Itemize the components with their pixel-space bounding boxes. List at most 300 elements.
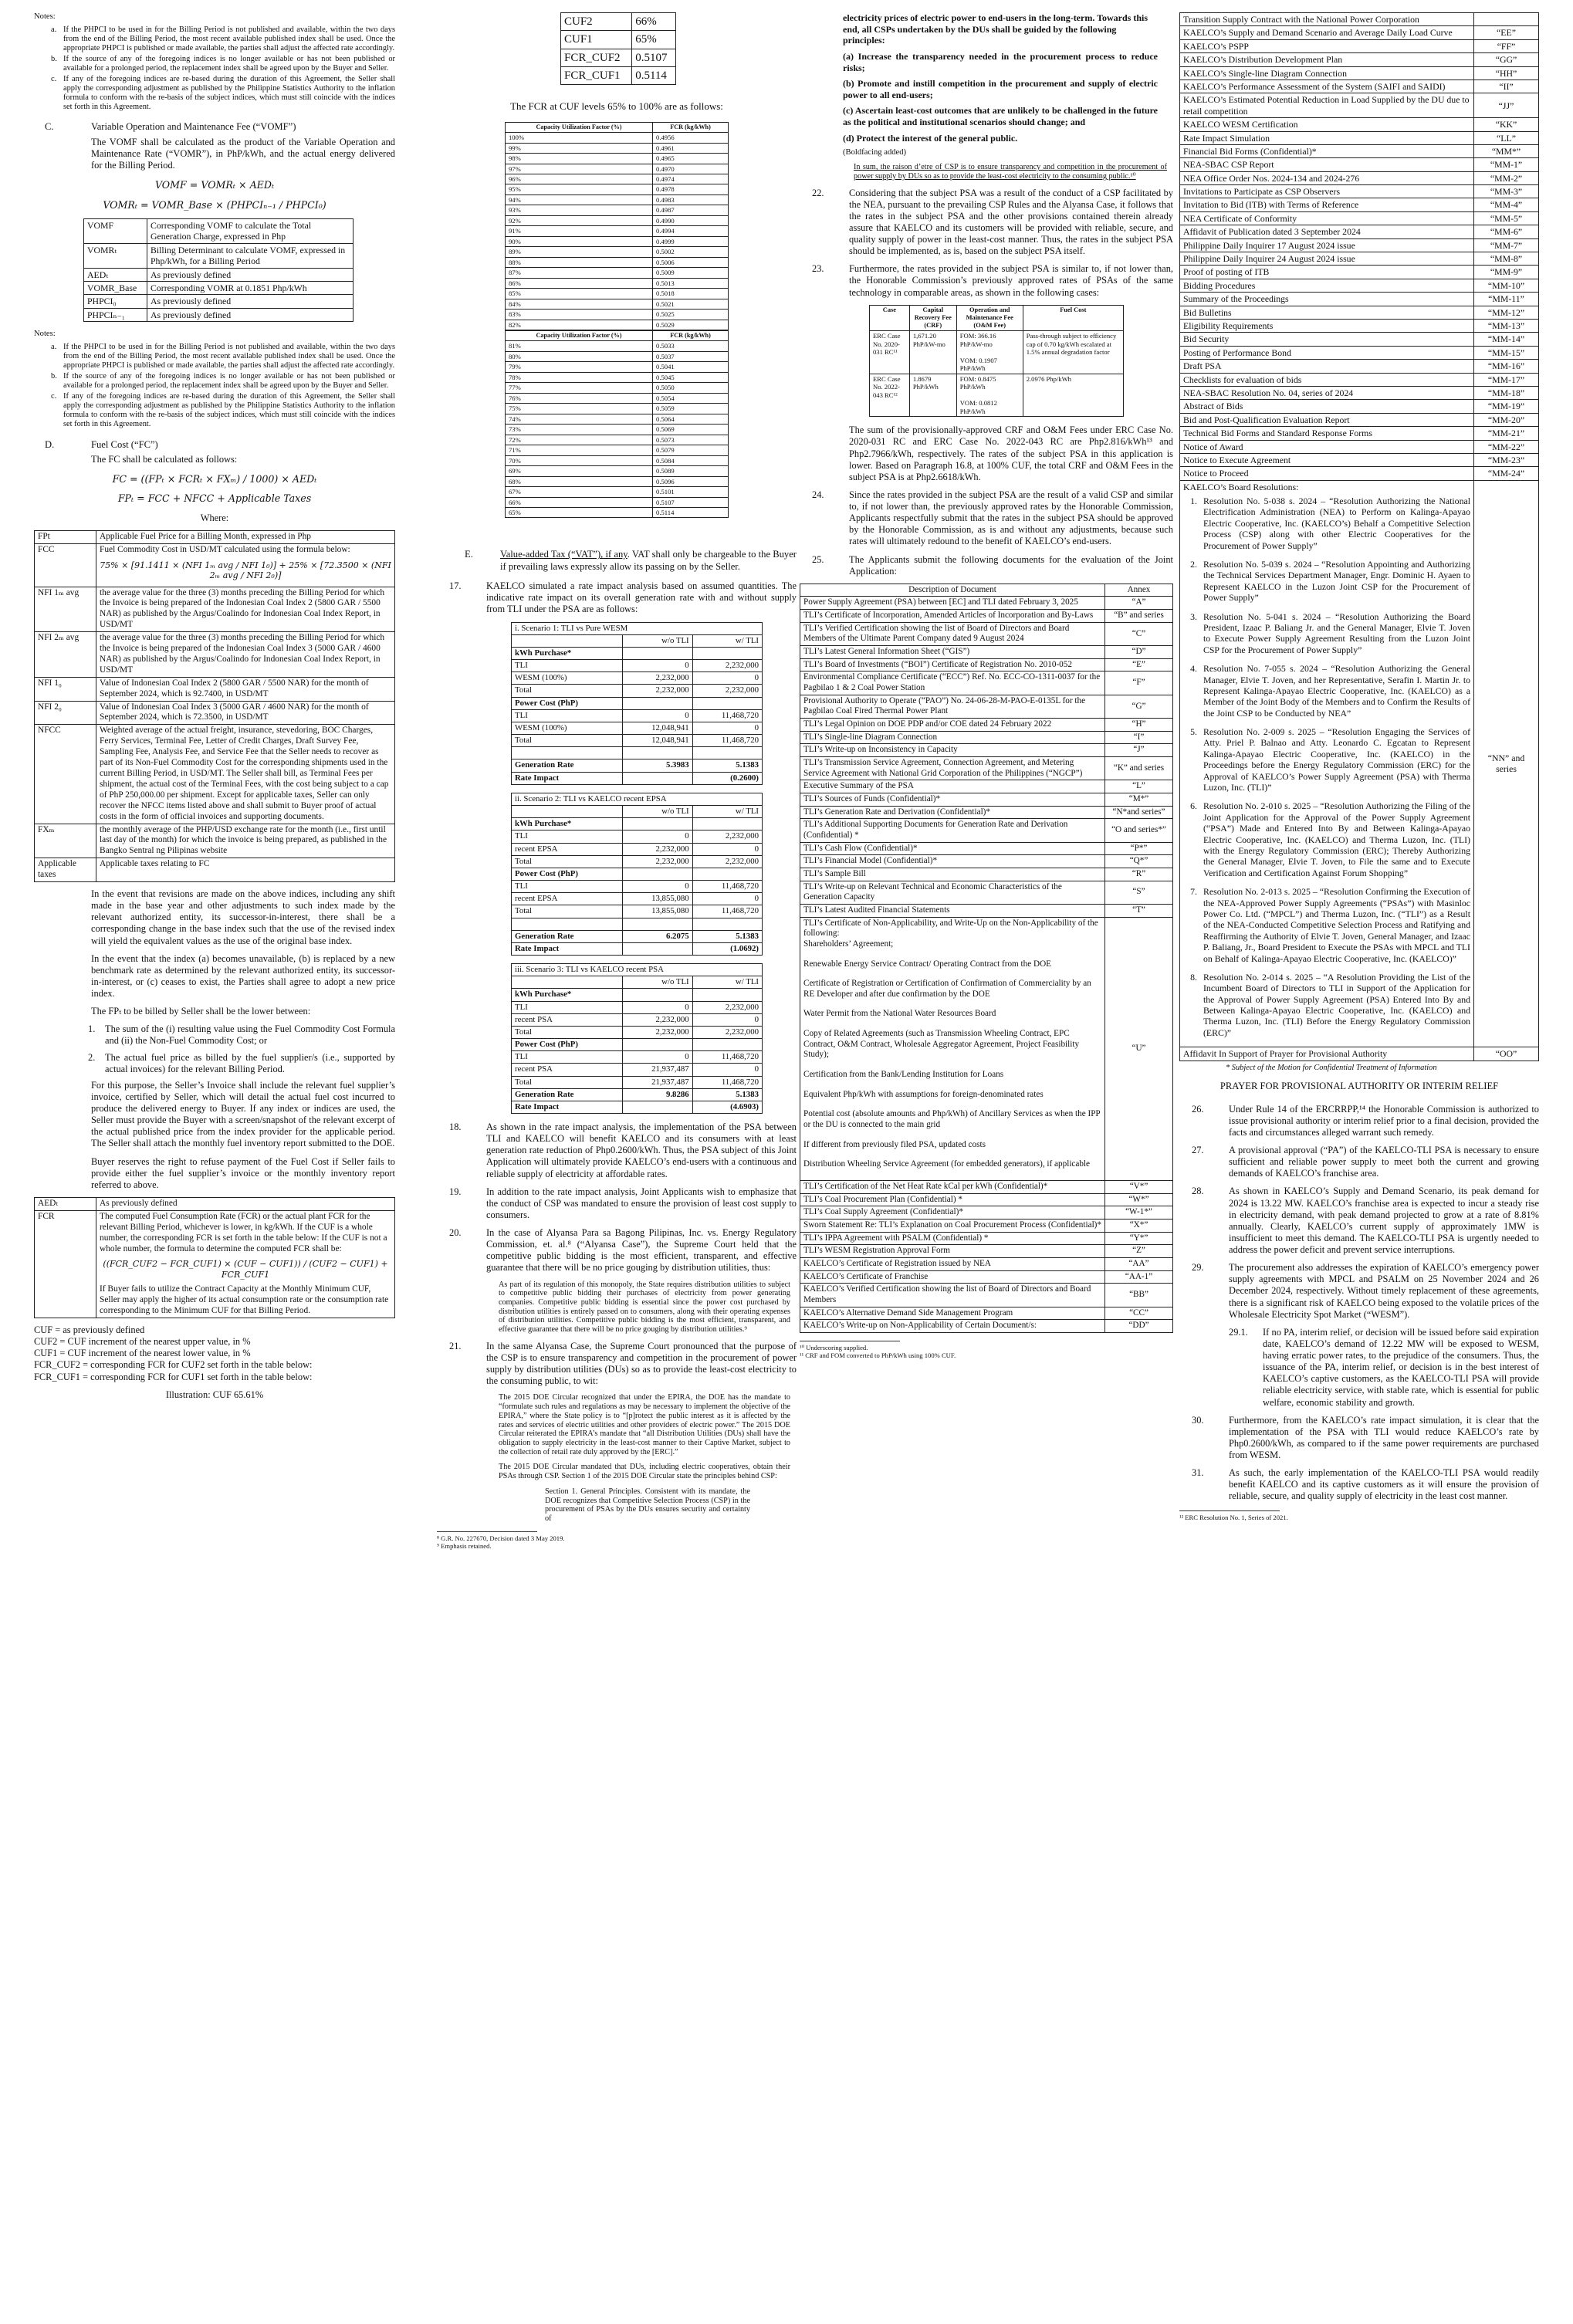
resolution-text: Resolution No. 2-010 s. 2025 – “Resolution Authorizing the Filing of the Joint Application for the Approval of the Power Supply Agreement (“PSA”) Made and Entered Into By and Between Kalinga-Apayao Electric Cooperative, Inc. (KAELCO) and Therma Luzon, Inc. (TLI) with the Energy Regulatory Commission (ERC); Thereby Authorizing the General Manager, Elvie T. Joven, to File the same and to Execute Verification and Certification Against Forum Shopping” [1203,800,1470,878]
scenario-label: Power Cost (PhP) [512,697,623,709]
paragraph-30: 30. Furthermore, from the KAELCO’s rate impact simulation, it is clear that the implementation of the PSA with TLI would reduce KAELCO’s rate by Php0.2600/kWh, as compared to if the same power requirements are purchased from WESM. [1192,1414,1539,1461]
cuf-definition: CUF = as previously defined [34,1324,145,1335]
cuf-key: FCR_CUF1 [561,66,632,84]
annex-label: “LL” [1474,131,1539,144]
resolution-text: Resolution No. 5-038 s. 2024 – “Resolution Authorizing the National Electrification Administration (NEA) to Perform on Kalinga-Apayao Electric Cooperative, Inc. (KAELCO’s) Behalf a Competitive Selection Process (CSP) along with other Electric Cooperatives for the Procurement of Power Supply” [1203,496,1470,551]
scenario-wo: 2,232,000 [622,672,692,685]
annex-description: KAELCO’s Estimated Potential Reduction in Load Supplied by the DU due to retail competition [1180,93,1474,118]
resolutions-list [1183,496,1470,1038]
annex-label: “KK” [1474,118,1539,131]
annex-description: KAELCO’s Distribution Development Plan [1180,53,1474,66]
resolution-item [1183,886,1470,964]
scenario-wo: 12,048,941 [622,722,692,734]
scenario-header-row [512,634,763,647]
scenario-label: Rate Impact [512,942,623,955]
resolution-number: 4. [1190,663,1197,675]
non-applicable-item: Copy of Related Agreements (such as Transmission Wheeling Contract, EPC Contract, O&M Contract, Wholesale Aggregator Agreement, Project Feasibility Study); [803,1029,1080,1060]
annex-label: “MM-16” [1474,360,1539,373]
fcr-value: 0.5037 [653,351,729,361]
note-letter: a. [51,342,57,351]
fcr-cuf: 93% [506,205,653,215]
definition-value [96,677,395,701]
fcr-table-2 [505,330,729,518]
annex-row [1180,198,1539,211]
scenario-wo: 21,937,487 [622,1064,692,1076]
footnote-8: ⁸ G.R. No. 227670, Decision dated 3 May 2019. [437,1534,565,1542]
annex-description: KAELCO’s Single-line Diagram Connection [1180,66,1474,79]
cuf-row [561,49,676,66]
note-letter: b. [51,372,57,381]
doc-row [800,622,1173,645]
scenario-row [512,1064,763,1076]
fcr-row [506,268,729,278]
scenario-w: 11,468,720 [692,1076,762,1088]
annex-row [1180,79,1539,93]
fcr-row [506,414,729,424]
scenario-row [512,855,763,868]
definition-row [35,530,395,543]
scenario-row [512,685,763,697]
fcr-value: 0.5096 [653,476,729,486]
fcr-value: 0.5045 [653,372,729,382]
affidavit-description: Affidavit In Support of Prayer for Provisional Authority [1180,1047,1474,1061]
scenario-row [512,660,763,672]
annex-description: KAELCO’s PSPP [1180,39,1474,52]
doc-row [800,855,1173,868]
scenario-w [692,1039,762,1051]
definition-term: VOMRₜ [84,243,147,268]
non-applicable-item: Potential cost (absolute amounts and Php/kWh) of Ancillary Services as when the IPP or the DU is connected to the main grid [803,1109,1101,1130]
doc-row [800,1193,1173,1206]
scenario-header-wo: w/o TLI [622,805,692,817]
doc-description: TLI’s Cash Flow (Confidential)* [800,842,1105,855]
quote-continuation: electricity prices of electric power to end-users in the long-term. Towards this end, all CSPs undertaken by the DUs shall be guided by the following principles: [843,12,1148,46]
case-cell: ERC Case No. 2022-043 RC¹² [870,374,910,416]
annex-label: “MM-1” [1474,158,1539,171]
board-resolutions-cell [1180,480,1474,1047]
doc-annex: “L” [1105,780,1173,793]
definition-text: Corresponding VOMR at 0.1851 Php/kWh [151,282,307,293]
definition-value [96,858,395,882]
case-cell: FOM: 0.8475 PhP/kWh VOM: 0.0812 PhP/kWh [956,374,1023,416]
scenario-label: kWh Purchase* [512,647,623,659]
annex-row [1180,144,1539,157]
definition-row [84,218,354,243]
definition-term: PHPCI₀ [84,295,147,308]
definition-text: the average value for the three (3) months preceding the Billing Period for which the Invoice is being prepared of the Indonesian Coal Index 3 (5000 GAR / 4600 NAR) as published by the Argus/Coalindo for Indonesian Coal Index Report, in USD/MT [100,633,385,675]
fcr-cuf: 78% [506,372,653,382]
scenario-w: 11,468,720 [692,905,762,918]
paragraph-23: 23. Furthermore, the rates provided in the subject PSA is similar to, if not lower than, the Honorable Commission’s previously approved rates of PSAs of the same technology in comparable areas, as shown in the following cases: [812,263,1173,298]
fc-formula: FC = ((FPₜ × FCRₜ × FXₘ) / 1000) × AEDₜ [112,473,317,485]
doc-description: TLI’s Transmission Service Agreement, Connection Agreement, and Metering Service Agreement with National Grid Corporation of the Philippines (“NGCP”) [800,757,1105,780]
scenario-wo: 21,937,487 [622,1076,692,1088]
doc-row [800,1220,1173,1233]
doc-description: TLI’s Board of Investments (“BOI”) Certificate of Registration No. 2010-052 [800,658,1105,671]
doc-annex: “P*” [1105,842,1173,855]
scenario-wo: 12,048,941 [622,735,692,747]
doc-row [800,780,1173,793]
doc-annex: “BB” [1105,1284,1173,1307]
fcr-cuf: 89% [506,247,653,257]
scenario-label: Total [512,735,623,747]
fcr-definitions-table [34,1197,395,1318]
definition-term: FCR [35,1210,96,1318]
scenario-label: Power Cost (PhP) [512,868,623,880]
fcr-row [506,404,729,414]
annex-label: “EE” [1474,26,1539,39]
doc-row [800,671,1173,695]
doc-annex: “Q*” [1105,855,1173,868]
annex-row [1180,440,1539,453]
board-resolutions-title: KAELCO’s Board Resolutions: [1183,481,1299,492]
scenario-wo: 13,855,080 [622,905,692,918]
scenario-wo: 2,232,000 [622,843,692,855]
annex-row [1180,171,1539,184]
revision-paragraph-1: In the event that revisions are made on the above indices, including any shift made in the base year and other adjustments to such index made by the relevant authorized entity, its successor-in-interest, there shall be a corresponding change in the base index such that the use of the revised index will yield the equivalent values as the use of the original base index. [91,888,395,946]
scenario-header-w: w/ TLI [692,805,762,817]
scenario-header-blank [512,976,623,989]
notes-list [51,343,395,430]
doc-annex: “E” [1105,658,1173,671]
note-item [51,75,395,112]
scenario-row [512,830,763,843]
fcr-cuf: 92% [506,215,653,225]
column-4 [1179,12,1539,2313]
definition-row [84,281,354,294]
fcr-row [506,236,729,246]
doc-description: Executive Summary of the PSA [800,780,1105,793]
fcr-cuf: 98% [506,154,653,164]
scenario-label: Total [512,905,623,918]
fcr-value: 0.5029 [653,320,729,330]
definition-text: Fuel Commodity Cost in USD/MT calculated using the formula below: [100,544,350,554]
fcr-cuf: 82% [506,320,653,330]
scenario-wo: 2,232,000 [622,855,692,868]
case-header-row [870,305,1124,331]
fcr-cuf: 90% [506,236,653,246]
csp-principle: (a) Increase the transparency needed in the procurement process to reduce risks; [843,50,1158,73]
annex-description: KAELCO WESM Certification [1180,118,1474,131]
annex-description: NEA-SBAC CSP Report [1180,158,1474,171]
scenario-row [512,1013,763,1026]
fcr-row [506,310,729,320]
doc-annex: “DD” [1105,1320,1173,1333]
definition-value [147,295,354,308]
doc-row-u [800,917,1173,1181]
fcr-cuf: 72% [506,435,653,445]
case-header: Fuel Cost [1023,305,1123,331]
definition-row [84,243,354,268]
annex-table [1179,12,1539,1061]
doc-annex: “V*” [1105,1181,1173,1194]
annex-description: Summary of the Proceedings [1180,293,1474,306]
doc-description: KAELCO’s Verified Certification showing the list of Board of Directors and Board Members [800,1284,1105,1307]
fcr-row [506,466,729,476]
footnote-rule [437,1531,537,1532]
annex-label: “MM-8” [1474,252,1539,266]
fcr-cuf: 87% [506,268,653,278]
annex-row [1180,360,1539,373]
paragraph-18: 18. As shown in the rate impact analysis, the implementation of the PSA between TLI and KAELCO will benefit KAELCO and its consumers with at least generation rate reduction of Php0.2600/kWh. Thus, the PSA subject of this Joint Application will ultimately provide KAELCO’s end-users with a continuous and reliable supply of electricity at affordable rates. [449,1121,797,1179]
fcr-value: 0.5089 [653,466,729,476]
scenario-row [512,918,763,930]
scenario-row [512,1001,763,1013]
doc-description: KAELCO’s Certificate of Franchise [800,1270,1105,1284]
scenario-header-row [512,976,763,989]
board-resolutions-annex: “NN” and series [1474,480,1539,1047]
fcr-row [506,257,729,267]
footnote-12: ¹² ERC Resolution No. 1, Series of 2021. [1179,1513,1288,1521]
fcr-cuf: 67% [506,487,653,497]
definition-text: Weighted average of the actual freight, insurance, stevedoring, BOC Charges, Ferry Services, Terminal Fee, Letter of Credit Charges, Draft Survey Fee, Sampling Fee, Analysis Fee, and Service Fee that the Seller needs to recover as part of its Non-Fuel Commodity Cost for the corresponding shipments used in the current Billing Period, in USD/MT. The Seller shall bill, as Terminal Fees per shipment, the actual cost of the Terminal Fees, with the cost being subject to a cap of PhP 250,000.00 per shipment. Except for applicable taxes, Seller can only recover the NFCC items listed above and shall submit to Buyer proof of actual costs in the form of official invoices and supporting documents. [100,726,389,821]
case-cell: 2.0976 Php/kWh [1023,374,1123,416]
annex-label [1474,13,1539,26]
annex-label: “MM-7” [1474,238,1539,252]
paragraph-17: 17. KAELCO simulated a rate impact analysis based on assumed quantities. The indicative rate impact on its overall generation rate with and without supply from TLI under the PSA are as follows: [449,580,797,615]
annex-description: Financial Bid Forms (Confidential)* [1180,144,1474,157]
fcr-row [506,226,729,236]
annex-description: Bid and Post-Qualification Evaluation Report [1180,413,1474,426]
scenario-w: 5.1383 [692,759,762,772]
scenario-label: Total [512,685,623,697]
fcr-value: 0.5101 [653,487,729,497]
scenario-row [512,1051,763,1064]
definition-text: the average value for the three (3) months preceding the Billing Period for which the Invoice is being prepared of the Indonesian Coal Index 2 (5800 GAR / 5500 NAR) as published by the Argus/Coalindo for Indonesian Coal Index Report, in USD/MT [100,587,385,630]
doc-annex: “CC” [1105,1307,1173,1320]
annex-label: “II” [1474,79,1539,93]
annex-description: KAELCO’s Supply and Demand Scenario and Average Daily Load Curve [1180,26,1474,39]
fcr-row [506,425,729,435]
annex-row [1180,39,1539,52]
scenario-wo: 2,232,000 [622,1013,692,1026]
scenario-wo: 0 [622,709,692,722]
notes-title: Notes: [34,330,56,339]
doc-header-annex: Annex [1105,584,1173,597]
doc-annex-u: “U” [1105,917,1173,1181]
doc-description: TLI’s WESM Registration Approval Form [800,1245,1105,1258]
annex-description: KAELCO’s Performance Assessment of the System (SAIFI and SAIDI) [1180,79,1474,93]
scenario-title: iii. Scenario 3: TLI vs KAELCO recent PSA [512,964,763,976]
doc-description: TLI’s Latest General Information Sheet (“GIS”) [800,646,1105,659]
fcr-value: 0.5064 [653,414,729,424]
doc-row [800,646,1173,659]
where-label: Where: [200,512,229,523]
csp-principle: (c) Ascertain least-cost outcomes that are unlikely to be challenged in the future as the political and institutional scenarios should change; and [843,105,1158,127]
doc-row [800,842,1173,855]
definition-row [84,268,354,281]
resolution-item [1183,663,1470,719]
doc-annex: “W*” [1105,1193,1173,1206]
annex-label: “FF” [1474,39,1539,52]
doc-row [800,1307,1173,1320]
scenario-header-wo: w/o TLI [622,634,692,647]
doc-description: TLI’s Generation Rate and Derivation (Confidential)* [800,806,1105,819]
resolution-number: 2. [1190,559,1197,570]
doc-annex: “K” and series [1105,757,1173,780]
doc-annex: “D” [1105,646,1173,659]
annex-description: Bid Bulletins [1180,306,1474,319]
doc-description: Power Supply Agreement (PSA) between [EC] and TLI dated February 3, 2025 [800,597,1105,610]
annex-label: “MM-2” [1474,171,1539,184]
doc-description: TLI’s Latest Audited Financial Statements [800,904,1105,917]
annex-row [1180,53,1539,66]
scenario-wo: 0 [622,830,692,843]
resolution-number: 6. [1190,800,1197,812]
annex-label: “GG” [1474,53,1539,66]
annex-row [1180,413,1539,426]
fcr-value: 0.5021 [653,299,729,309]
resolution-number: 7. [1190,886,1197,898]
scenario-table [511,793,763,956]
annex-row [1180,118,1539,131]
annex-row [1180,66,1539,79]
resolution-text: Resolution No. 2-014 s. 2025 – “A Resolution Providing the List of the Incumbent Board of Directors to TLI in Support of the Application for the Approval of Power Supply Agreement (PSA) Entered Into By and Between Kalinga-Apayao Electric Cooperative, Inc. (KAELCO) and Therma Luzon, Inc. (TLI) Before the Energy Regulatory Commission (ERC)” [1203,971,1470,1038]
annex-row [1180,238,1539,252]
case-cell: 1,671.20 PhP/kW-mo [909,331,956,374]
scenario-row [512,1076,763,1088]
fcr-value: 0.4987 [653,205,729,215]
annex-description: NEA-SBAC Resolution No. 04, series of 2024 [1180,386,1474,399]
definition-text: As previously defined [151,296,232,307]
scenario-label: kWh Purchase* [512,989,623,1001]
non-applicable-item: Certificate of Registration or Certification of Confirmation of Commerciality by an RE Developer and after due confirmation by the DOE [803,979,1091,999]
note-text: If the source of any of the foregoing indices is no longer available or has not been published or available for a prolonged period, the replacement index shall be agreed upon by the Buyer and Seller. [63,372,395,391]
note-text: If any of the foregoing indices are re-based during the duration of this Agreement, the Seller shall apply the corresponding adjustment as published by the Philippine Statistics Authority to the inflation formula to conform with the re-basis of the subject indices, which must still coincide with the indices set forth in this Agreement. [63,75,395,112]
scenario-title: i. Scenario 1: TLI vs Pure WESM [512,622,763,634]
case-row [870,331,1124,374]
scenario-row [512,759,763,772]
doc-row [800,806,1173,819]
fcr-row [506,372,729,382]
doc-row [800,904,1173,917]
annex-label: “MM-18” [1474,386,1539,399]
cuf-key: CUF1 [561,31,632,49]
annex-label: “MM-4” [1474,198,1539,211]
fcr-value: 0.5107 [653,497,729,507]
resolution-number: 5. [1190,726,1197,738]
scenario-label: Total [512,1076,623,1088]
boldfacing-note: (Boldfacing added) [843,148,907,157]
scenario-label: recent EPSA [512,893,623,905]
scenario-w [692,647,762,659]
paragraph-31: 31. As such, the early implementation of the KAELCO-TLI PSA would readily benefit KAELCO and its captive customers as it will ensure the provision of reliable, secure, and quality supply of electricity in the least cost manner. [1192,1467,1539,1502]
fcr-cuf: 86% [506,278,653,288]
fcr-row [506,341,729,351]
scenario-w: 2,232,000 [692,660,762,672]
scenario-label: TLI [512,1001,623,1013]
scenario-wo [622,918,692,930]
fcr-value: 0.5009 [653,268,729,278]
annex-row [1180,373,1539,386]
definition-text: Value of Indonesian Coal Index 2 (5800 GAR / 5500 NAR) for the month of September 2024, which is 92.7400, in USD/MT [100,678,369,699]
scenario-row [512,930,763,942]
fcr-row [506,133,729,143]
definition-text: Value of Indonesian Coal Index 3 (5000 GAR / 4600 NAR) for the month of September 2024, which is 72.3500, in USD/MT [100,702,369,722]
non-applicable-item: Renewable Energy Service Contract/ Operating Contract from the DOE [803,959,1052,969]
scenario-row [512,1088,763,1101]
fcr-cuf: 83% [506,310,653,320]
scenario-label: Total [512,855,623,868]
csp-principle: (b) Promote and instill competition in the procurement and supply of electric power to all end-users; [843,78,1158,100]
quote-21c: Section 1. General Principles. Consistent with its mandate, the DOE recognizes that Competitive Selection Process (CSP) in the procurement of PSAs by the DUs ensures security and certainty of [545,1487,750,1524]
fcr-row [506,362,729,372]
annex-row [1180,386,1539,399]
note-letter: c. [51,392,57,401]
doc-annex: “I” [1105,731,1173,744]
note-item [51,25,395,53]
definition-text: the monthly average of the PHP/USD exchange rate for the month (i.e., first until last day of the month) for which the invoice is being prepared, as published in the Bangko Sentral ng Pilipinas website [100,824,387,856]
fcr-cuf: 76% [506,393,653,403]
resolution-text: Resolution No. 2-013 s. 2025 – “Resolution Confirming the Execution of the NEA-Approved Power Supply Agreements (“PSAs”) with Masinloc Power Co. Ltd. (“MPCL”) and Therma Luzon, Inc. (“TLI”) as a Result of the NEA-Conducted Competitive Selection Process and Ratifying and Reaffirming the Authority of Elvie T. Joven, General Manager, and Izaac P. Baliang, Jr., Board President to Execute the PSAs with MPCL and TLI on Behalf of Kalinga-Apayao Electric Cooperative, Inc. (KAELCO)” [1203,886,1471,964]
scenario-wo [622,868,692,880]
fcr-value: 0.5114 [653,508,729,518]
fpt-item [88,1052,395,1075]
doc-row [800,1320,1173,1333]
column-2 [437,12,797,2313]
definition-value [147,268,354,281]
annex-description: Invitation to Bid (ITB) with Terms of Reference [1180,198,1474,211]
annex-label: “MM-15” [1474,346,1539,359]
doc-row [800,731,1173,744]
resolution-item [1183,972,1470,1038]
scenario-wo: 0 [622,881,692,893]
fcr-header-row [506,123,729,133]
definition-formula: ((FCR_CUF2 − FCR_CUF1) × (CUF − CUF1)) / (CUF2 − CUF1) + FCR_CUF1 [103,1259,388,1280]
resolution-text: Resolution No. 5-039 s. 2024 – “Resolution Appointing and Authorizing the Technical Services Department Manager, Engr. Dominic H. Ayaen to Represent KAELCO in the Luzon Joint CSP for the Procurement of Power Supply” [1203,559,1470,604]
prayer-title: PRAYER FOR PROVISIONAL AUTHORITY OR INTERIM RELIEF [1219,1081,1499,1092]
paragraph-29: 29. The procurement also addresses the expiration of KAELCO’s emergency power supply agreements with MPCL and PSALM on 25 November 2024 and 26 December 2024, respectively. Without timely replacement of these agreements, there is a significant risk of KAELCO being exposed to the volatile prices of the Wholesale Electricity Spot Market (“WESM”). [1192,1262,1539,1320]
section-heading-d: D. Fuel Cost (“FC”) [45,438,158,450]
cuf-definition: CUF1 = CUF increment of the nearest lower value, in % [34,1348,251,1359]
doc-row [800,597,1173,610]
scenario-w [692,818,762,830]
scenario-header-blank [512,634,623,647]
scenario-label: WESM (100%) [512,672,623,685]
fcr-value: 0.4999 [653,236,729,246]
definition-row [35,543,395,587]
annex-description: NEA Certificate of Conformity [1180,211,1474,225]
note-item [51,55,395,73]
scenario-label: Power Cost (PhP) [512,1039,623,1051]
annex-row [1180,306,1539,319]
fcr-row [506,497,729,507]
fpt-item [88,1023,395,1047]
fcr-value: 0.5059 [653,404,729,414]
fcr-value: 0.4974 [653,174,729,184]
scenario-w: 2,232,000 [692,830,762,843]
fcr-cuf: 100% [506,133,653,143]
doc-description: KAELCO’s Alternative Demand Side Management Program [800,1307,1105,1320]
definition-text: As previously defined [100,1198,178,1208]
annex-label: “MM-17” [1474,373,1539,386]
annex-label: “HH” [1474,66,1539,79]
case-header: Capital Recovery Fee (CRF) [909,305,956,331]
definition-text: Applicable taxes relating to FC [100,859,210,869]
definition-term: AEDₜ [84,268,147,281]
definition-row [84,308,354,321]
doc-description: TLI’s Write-up on Inconsistency in Capacity [800,744,1105,757]
comparable-cases-table [869,305,1124,418]
quote-20: As part of its regulation of this monopoly, the State requires distribution utilities to subject to competitive public bidding their purchases of electricity from power generating companies. Competitive public bidding is essential since the power cost purchased by distribution utilities is entirely passed on to consumers, along with their operating expenses of distribution utilities. Competitive public bidding is the most efficient, transparent, and effective guarantee that there will be no price gouging by distribution utilities.⁹ [499,1280,790,1335]
definition-term: NFI 2ₘ avg [35,632,96,678]
definition-term: PHPCIₙ₋₁ [84,308,147,321]
confidential-note: * Subject of the Motion for Confidential Treatment of Information [1226,1063,1437,1072]
scenario-w: 2,232,000 [692,855,762,868]
scenario-wo [622,697,692,709]
cuf-value: 0.5114 [632,66,676,84]
fcr-row [506,289,729,299]
